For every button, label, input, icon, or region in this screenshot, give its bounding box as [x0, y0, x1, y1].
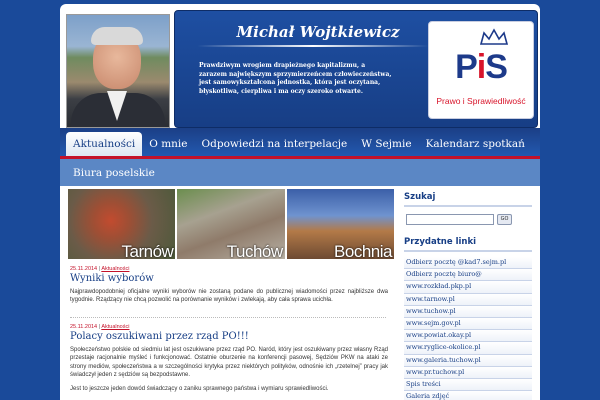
- post-paragraph: Jest to jeszcze jeden dowód świadczący o zaniku sprawnego państwa i wymiaru sprawiedliwości.: [70, 385, 329, 392]
- sidebar-link[interactable]: www.rozkład.pkp.pl: [404, 281, 532, 293]
- post-category-link[interactable]: Aktualności: [101, 324, 130, 330]
- sidebar-link[interactable]: www.galeria.tuchow.pl: [404, 355, 532, 367]
- tab-odpowiedzi[interactable]: Odpowiedzi na interpelacje: [201, 138, 348, 150]
- slide-tuchow[interactable]: [177, 189, 284, 259]
- sidebar-link[interactable]: www.tarnow.pl: [404, 294, 532, 306]
- tab-o-mnie[interactable]: O mnie: [149, 138, 188, 150]
- post-category-link[interactable]: Aktualności: [101, 266, 130, 272]
- news-post: [70, 324, 388, 398]
- news-post: [70, 266, 388, 310]
- tab-biura-poselskie[interactable]: Biura poselskie: [73, 167, 155, 179]
- main-navigation: [60, 128, 540, 186]
- sidebar-link[interactable]: Odbierz pocztę @kad7.sejm.pl: [404, 257, 532, 269]
- image-slider: [68, 189, 396, 259]
- sidebar-link[interactable]: www.powiat.okay.pl: [404, 330, 532, 342]
- post-meta: 25.11.2014 | Aktualności: [70, 324, 130, 330]
- sidebar: [404, 192, 532, 400]
- slide-caption: Bochnia: [334, 242, 392, 259]
- portrait-photo: [66, 14, 170, 128]
- slide-caption: Tuchów: [226, 242, 283, 259]
- sidebar-link[interactable]: Galeria zdjęć: [404, 391, 532, 400]
- header-quote: Prawdziwym wrogiem drapieżnego kapitalizmu, a zarazem największym sprzymierzeńcem człowieczeństwa, jest samowykształcona jednostka, która jest oczytana, błyskotliwa, cierpliwa i ma oczy szeroko otwarte.: [199, 62, 392, 95]
- sidebar-link[interactable]: www.tuchow.pl: [404, 306, 532, 318]
- post-body: [70, 288, 388, 305]
- logo-text: [443, 48, 519, 87]
- sidebar-link[interactable]: www.ryglice-okolice.pl: [404, 342, 532, 354]
- site-title[interactable]: Michał Wojtkiewicz: [236, 23, 400, 41]
- post-title[interactable]: Polacy oszukiwani przez rząd PO!!!: [70, 331, 249, 342]
- post-body: [70, 346, 388, 393]
- tab-kalendarz[interactable]: Kalendarz spotkań: [425, 138, 525, 150]
- post-date: 25.11.2014: [70, 324, 98, 330]
- post-meta: 25.11.2014 | Aktualności: [70, 266, 130, 272]
- logo-letters: PiS: [455, 48, 507, 86]
- logo-subtitle: Prawo i Sprawiedliwość: [436, 96, 526, 106]
- sidebar-link[interactable]: Spis treści: [404, 379, 532, 391]
- search-form: [406, 214, 532, 225]
- search-heading: Szukaj: [404, 192, 532, 207]
- links-heading: Przydatne linki: [404, 237, 532, 252]
- post-date: 25.11.2014: [70, 266, 98, 272]
- page-container: [60, 4, 540, 400]
- slide-caption: Tarnów: [121, 242, 174, 259]
- header-banner: [174, 10, 538, 128]
- tab-aktualnosci[interactable]: Aktualności: [66, 132, 142, 156]
- post-paragraph: Społeczeństwo polskie od siedmiu lat jest oszukiwane przez rząd PO. Naród, który jest oszukiwany przez własny Rząd przestaje racjonalnie myśleć i funkcjonować. Ostatnie oburzenie na konferencji pasowej, Sędziów PKW na ataki ze strony mediów, społeczeństwa a w szczególności krytyka przez niektórych polityków, odnośnie ich „rzetelnej” pracy jak świadczył jeden z sędziów są bezpodstawne.: [70, 347, 388, 379]
- post-paragraph: Najprawdopodobniej oficjalne wyniki wyborów nie zostaną podane do publicznej wiadomości przez najbliższe dwa tygodnie. Rządzący nie chcą pozwolić na porównanie wyników i zwlekają, aby cała sprawa ucichła.: [70, 289, 388, 304]
- nav-second-row: [60, 159, 540, 186]
- sidebar-link[interactable]: www.sejm.gov.pl: [404, 318, 532, 330]
- title-divider: [197, 45, 429, 47]
- search-input[interactable]: [406, 214, 494, 225]
- slide-bochnia[interactable]: [287, 189, 394, 259]
- party-logo[interactable]: [428, 21, 534, 119]
- useful-links-list: [404, 257, 532, 400]
- portrait-hair: [91, 27, 143, 45]
- sidebar-link[interactable]: Odbierz pocztę biuro@: [404, 269, 532, 281]
- tab-w-sejmie[interactable]: W Sejmie: [361, 138, 412, 150]
- sidebar-link[interactable]: www.pr.tuchow.pl: [404, 367, 532, 379]
- search-button[interactable]: GO: [497, 214, 512, 225]
- post-divider: [70, 317, 386, 318]
- crown-icon: [479, 28, 509, 46]
- nav-tabs: [66, 132, 532, 156]
- post-title[interactable]: Wyniki wyborów: [70, 273, 154, 284]
- slide-tarnow[interactable]: [68, 189, 175, 259]
